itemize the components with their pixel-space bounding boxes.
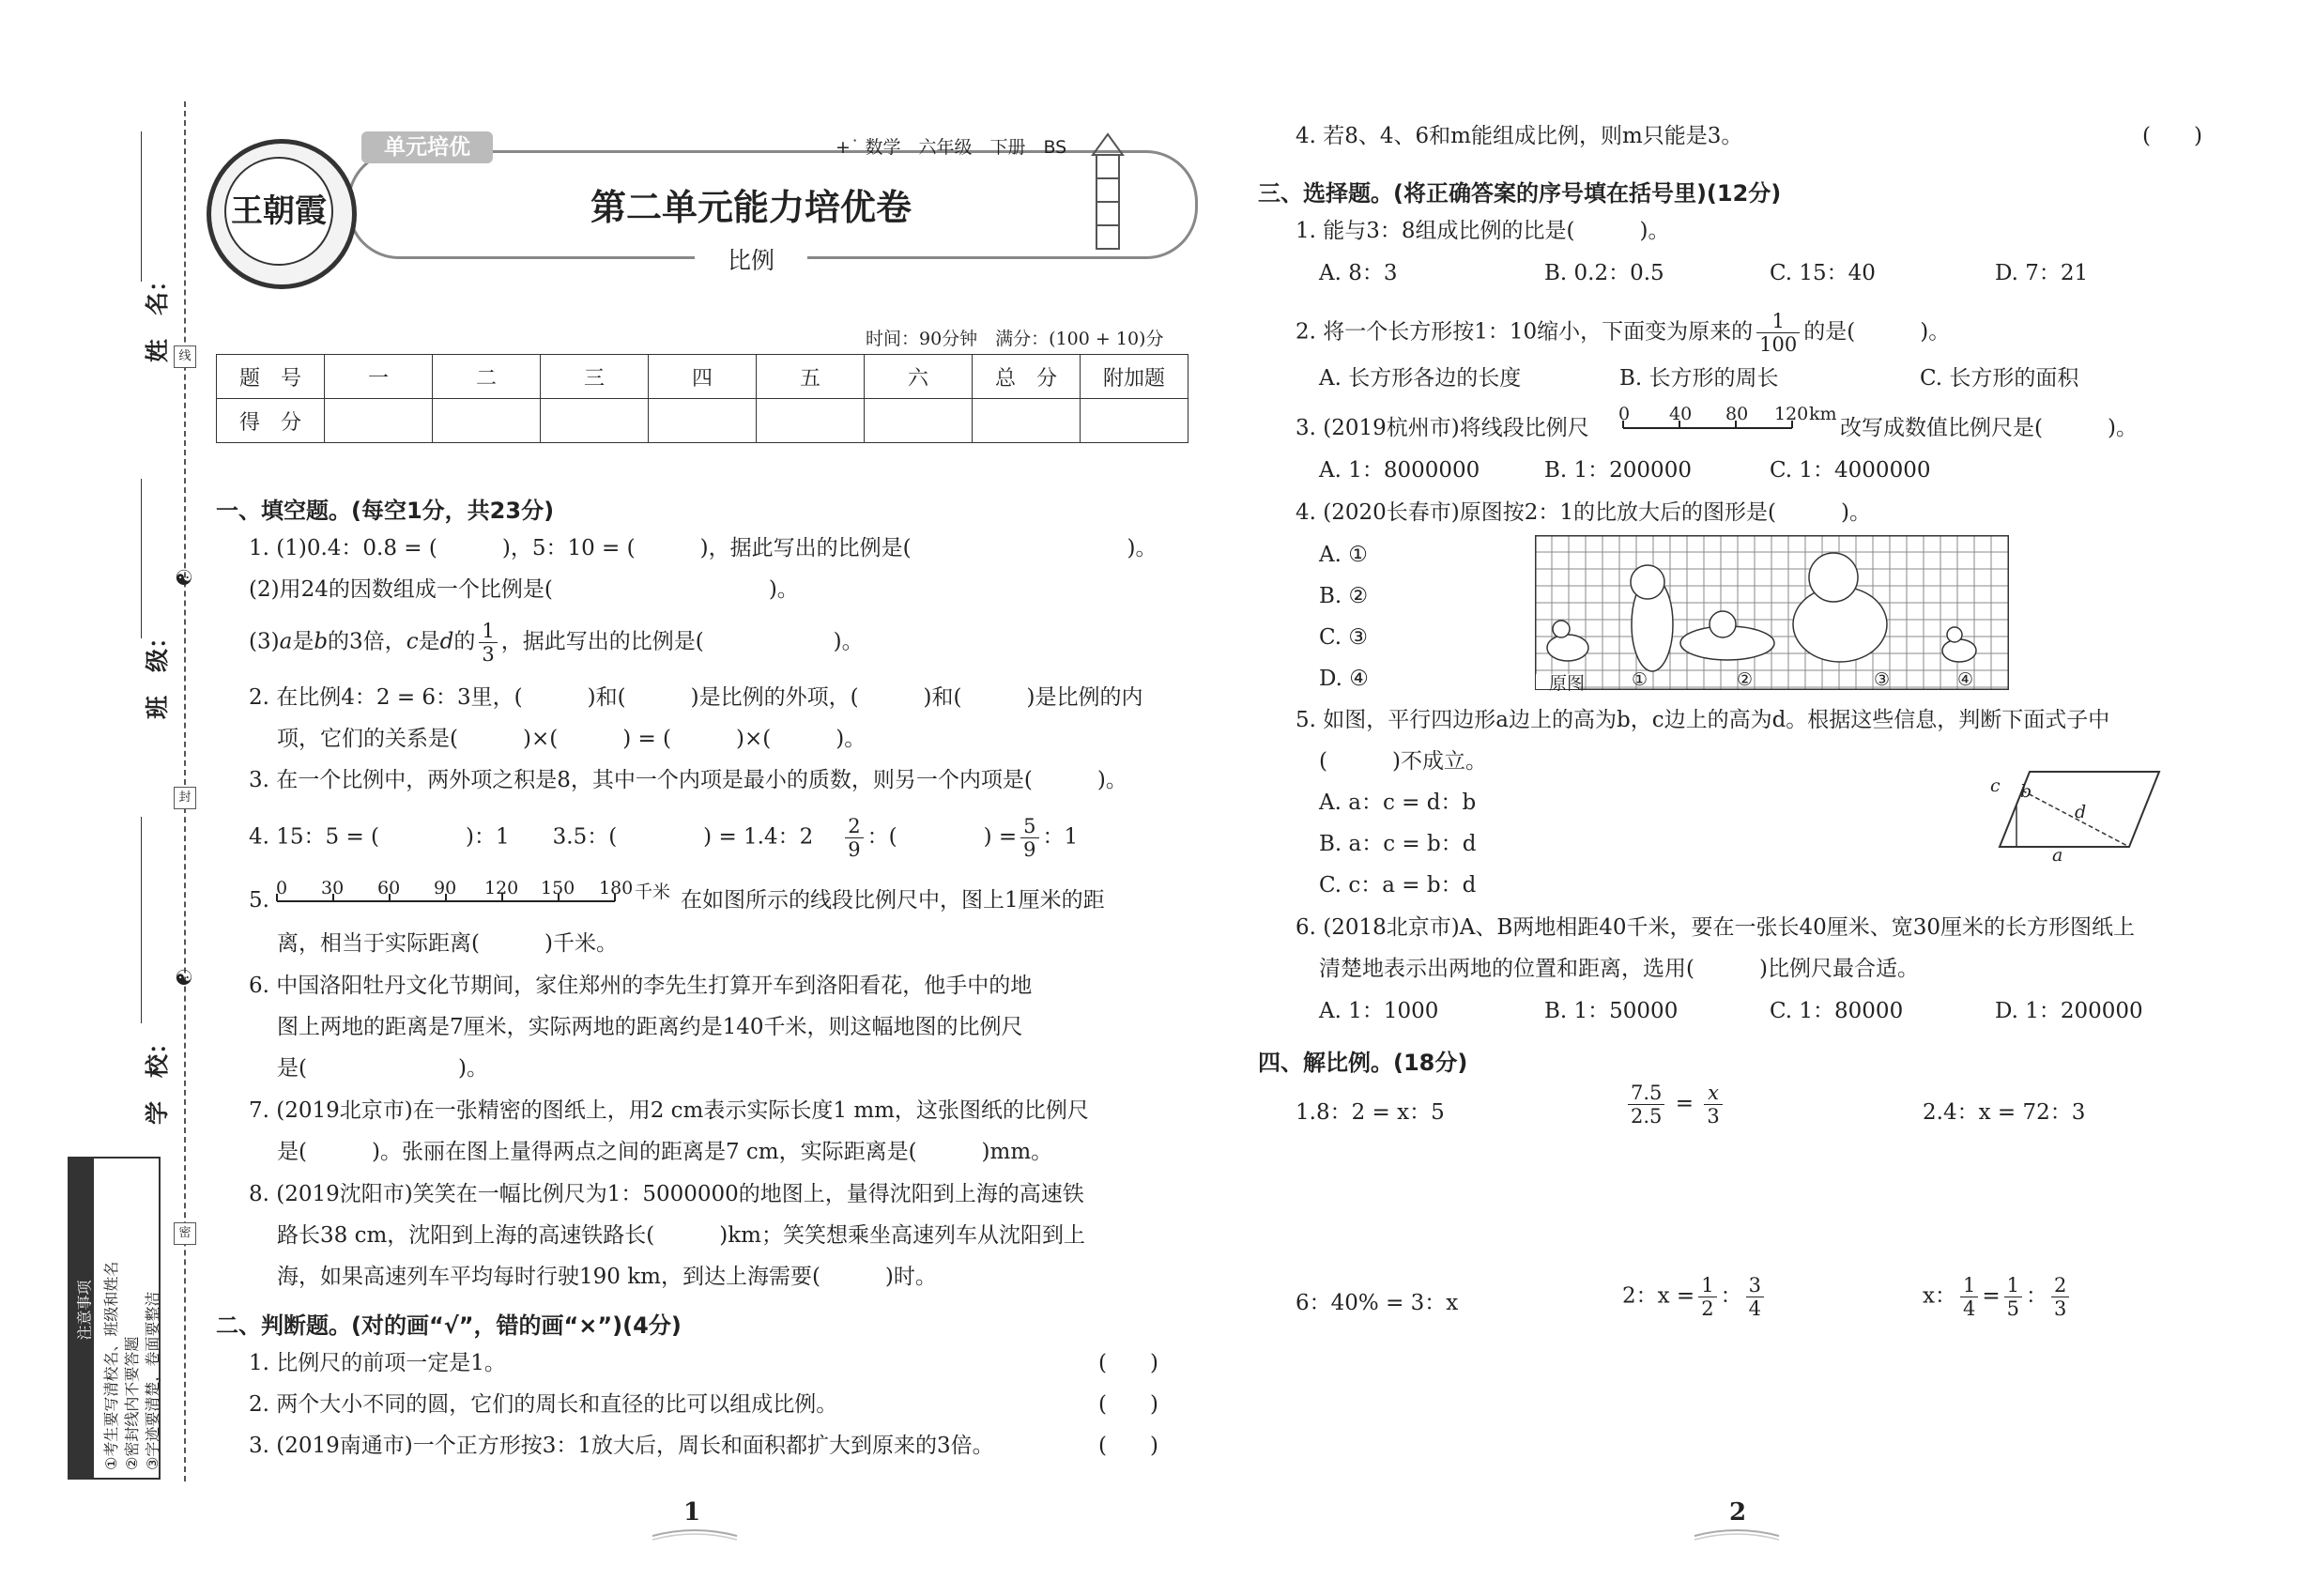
choice-option[interactable]: B. a：c = b：d [1319, 832, 1477, 856]
score-header: 五 [757, 355, 865, 399]
section-3-title: 三、选择题。(将正确答案的序号填在括号里)(12分) [1258, 180, 1782, 207]
question-1-2: (2)用24的因数组成一个比例是( )。 [249, 577, 799, 602]
choice-option[interactable]: C. 长方形的面积 [1920, 366, 2079, 391]
page-subtitle: 比例 [695, 242, 807, 276]
ring-icon: ☯ [175, 967, 193, 990]
choice-option[interactable]: D. 7：21 [1995, 261, 2089, 285]
choice-option[interactable]: A. 长方形各边的长度 [1319, 366, 1522, 391]
score-cell[interactable] [973, 399, 1081, 443]
score-cell[interactable] [1081, 399, 1188, 443]
scale-unit: 千米 [635, 882, 671, 902]
scale-tick-label: 60 [377, 878, 401, 898]
choice-option[interactable]: A. 1：8000000 [1319, 458, 1480, 483]
name-label: 姓 名： [144, 268, 172, 363]
eq5-prefix: 2：x = [1622, 1283, 1695, 1309]
fraction-2-3: $\frac{2}{3}$ [2051, 1274, 2069, 1320]
choice-option[interactable]: C. 15：40 [1770, 261, 1876, 285]
equation-5: 2：x = $\frac{1}{2}$ ： $\frac{3}{4}$ [1622, 1274, 1768, 1320]
section-4-title: 四、解比例。(18分) [1258, 1050, 1468, 1076]
duck-grid-figure [1535, 535, 2009, 690]
choice-option[interactable]: D. ④ [1319, 667, 1369, 691]
name-field-line[interactable] [141, 131, 142, 282]
equation-6: x： $\frac{1}{4}$ = $\frac{1}{5}$ ： $\frac{2}{3}$ [1923, 1274, 2073, 1320]
choice-option[interactable]: B. 1：50000 [1544, 999, 1679, 1023]
fraction-7-5-over-2-5: $\frac{7.5}{2.5}$ [1628, 1082, 1664, 1128]
class-field-line[interactable] [141, 479, 142, 638]
unit-tab: 单元培优 [361, 131, 493, 163]
question-6-line3: 是( )。 [277, 1056, 488, 1081]
answer-paren[interactable]: ( ) [1098, 1392, 1158, 1417]
scale-tick-label: 80 [1725, 404, 1749, 424]
judge-3: 3. (2019南通市)一个正方形按3：1放大后，周长和面积都扩大到原来的3倍。 [249, 1434, 994, 1458]
answer-paren[interactable]: ( ) [1098, 1434, 1158, 1458]
choice-3-text-a: 3. (2019杭州市)将线段比例尺 [1296, 416, 1589, 440]
section-2-title: 二、判断题。(对的画“√”，错的画“×”)(4分) [216, 1312, 682, 1339]
equation-3: 2.4：x = 72：3 [1923, 1100, 2086, 1125]
q1-3-text: 是 [418, 629, 440, 654]
q4-text: ：( ) = [866, 824, 1018, 850]
judge-4-text: 4. 若8、4、6和m能组成比例，则m只能是3。 [1296, 124, 1743, 148]
question-4 [249, 815, 1078, 861]
choice-6-line1: 6. (2018北京市)A、B两地相距40千米，要在一张长40厘米、宽30厘米的长方形图纸上 [1296, 915, 2136, 940]
choice-option[interactable]: B. 长方形的周长 [1619, 366, 1779, 391]
choice-option[interactable]: C. ③ [1319, 625, 1369, 650]
notice-rule: ②密封线内不要答题 [123, 1336, 141, 1470]
page-ornament [1690, 1528, 1784, 1543]
page-number: 1 [683, 1498, 701, 1527]
question-2-line1: 2. 在比例4：2 = 6：3里，( )和( )是比例的外项，( )和( )是比例的内 [249, 685, 1143, 710]
question-7-line2: 是( )。张丽在图上量得两点之间的距离是7 cm，实际距离是( )mm。 [277, 1140, 1053, 1164]
score-header: 六 [865, 355, 973, 399]
time-info: 时间：90分钟 满分：(100 + 10)分 [866, 329, 1164, 349]
question-7-line1: 7. (2019北京市)在一张精密的图纸上，用2 cm表示实际长度1 mm，这张图纸的比例尺 [249, 1098, 1089, 1123]
notice-box [68, 1157, 161, 1480]
fraction-3-4: $\frac{3}{4}$ [1746, 1274, 1764, 1320]
choice-5-line1: 5. 如图，平行四边形a边上的高为b，c边上的高为d。根据这些信息，判断下面式子中 [1296, 708, 2110, 732]
choice-option[interactable]: A. ① [1319, 543, 1368, 567]
score-cell[interactable] [433, 399, 541, 443]
question-5-line2: 离，相当于实际距离( )千米。 [277, 931, 618, 956]
page-title: 第二单元能力培优卷 [590, 187, 912, 228]
choice-option[interactable]: C. 1：4000000 [1770, 458, 1931, 483]
q4-text: 4. 15：5 = ( )：1 3.5：( ) = 1.4：2 [249, 824, 814, 850]
q1-3-prefix: (3) [249, 629, 280, 654]
grid-label: ① [1632, 669, 1648, 690]
school-label: 学 校： [144, 1030, 172, 1126]
school-field-line[interactable] [141, 817, 142, 1023]
score-header: 四 [649, 355, 757, 399]
fraction-one-hundredth: $\frac{1}{100}$ [1756, 310, 1800, 356]
choice-5-line2: ( )不成立。 [1319, 749, 1487, 774]
score-cell[interactable] [541, 399, 649, 443]
scale-tick-label: 120 [484, 878, 519, 898]
notice-rule: ③字迹要清楚，卷面要整洁 [144, 1291, 161, 1470]
choice-option[interactable]: B. 0.2：0.5 [1544, 261, 1664, 285]
score-header: 题 号 [217, 355, 325, 399]
q1-3-text: 的3倍， [328, 629, 406, 654]
notice-title: 注意事项 [75, 1280, 94, 1341]
choice-option[interactable]: A. 8：3 [1319, 261, 1398, 285]
answer-paren[interactable]: ( ) [2142, 124, 2202, 148]
notice-rule: ①考生要写清校名、班级和姓名 [102, 1261, 120, 1470]
choice-option[interactable]: B. 1：200000 [1544, 458, 1692, 483]
cut-mark-xian: 线 [174, 345, 196, 368]
question-6-line1: 6. 中国洛阳牡丹文化节期间，家住郑州的李先生打算开车到洛阳看花，他手中的地 [249, 974, 1033, 998]
question-1-3: (3)a是b的3倍，c是d的 $\frac{1}{3}$ ，据此写出的比例是( )。 [249, 620, 864, 666]
choice-option[interactable]: D. 1：200000 [1995, 999, 2143, 1023]
fraction-1-2: $\frac{1}{2}$ [1698, 1274, 1716, 1320]
cut-mark-feng: 封 [174, 787, 196, 809]
judge-1: 1. 比例尺的前项一定是1。 [249, 1351, 506, 1375]
scale-tick-label: 150 [541, 878, 575, 898]
choice-option[interactable]: A. a：c = d：b [1319, 790, 1477, 815]
fraction-two-ninths: $\frac{2}{9}$ [845, 815, 863, 861]
brand-logo [207, 139, 357, 289]
scale-tick-label: 0 [276, 878, 288, 898]
equation-1: 1.8：2 = x：5 [1296, 1100, 1445, 1125]
fraction-1-5: $\frac{1}{5}$ [2004, 1274, 2022, 1320]
page-number: 2 [1729, 1498, 1747, 1527]
choice-4: 4. (2020长春市)原图按2：1的比放大后的图形是( )。 [1296, 500, 1871, 525]
choice-2-text: 的是( )。 [1803, 319, 1951, 345]
eq6-prefix: x： [1923, 1283, 1956, 1309]
question-6-line2: 图上两地的距离是7厘米，实际两地的距离约是140千米，则这幅地图的比例尺 [277, 1015, 1023, 1039]
grid-label: ② [1737, 669, 1754, 690]
score-cell[interactable] [649, 399, 757, 443]
cut-mark-mi: 密 [174, 1222, 196, 1245]
choice-6-line2: 清楚地表示出两地的位置和距离，选用( )比例尺最合适。 [1319, 957, 1919, 981]
question-5-number: 5. [249, 888, 269, 913]
grid-label-original: 原图 [1549, 673, 1586, 694]
scale-tick-label: 30 [321, 878, 345, 898]
page-ornament [648, 1528, 742, 1543]
question-3: 3. 在一个比例中，两外项之积是8，其中一个内项是最小的质数，则另一个内项是( )。 [249, 768, 1127, 792]
lighthouse-icon [1080, 127, 1136, 258]
score-header: 一 [325, 355, 433, 399]
score-header: 三 [541, 355, 649, 399]
score-table [216, 354, 1188, 443]
judge-2: 2. 两个大小不同的圆，它们的周长和直径的比可以组成比例。 [249, 1392, 838, 1417]
parallelogram-figure [1971, 762, 2169, 866]
q1-3-text: 是 [292, 629, 314, 654]
q4-text: ：1 [1042, 824, 1079, 850]
fig-label: a [2052, 845, 2063, 866]
scale-tick-label: 180 [599, 878, 634, 898]
judge-4 [1296, 122, 1742, 150]
question-1-1: 1. (1)0.4：0.8 = ( )，5：10 = ( )，据此写出的比例是( )。 [249, 536, 1158, 560]
section-1-title: 一、填空题。(每空1分，共23分) [216, 498, 555, 524]
score-cell[interactable] [757, 399, 865, 443]
score-row-label: 得 分 [217, 399, 325, 443]
score-header: 附加题 [1081, 355, 1188, 399]
scale-tick-label: 0 [1618, 404, 1631, 424]
choice-3-text-b: 改写成数值比例尺是( )。 [1840, 416, 2138, 440]
class-label: 班 级： [144, 624, 172, 720]
scale-tick-label: 40 [1669, 404, 1693, 424]
equation-4: 6：40% = 3：x [1296, 1291, 1459, 1315]
choice-option[interactable]: B. ② [1319, 584, 1369, 608]
answer-paren[interactable]: ( ) [1098, 1351, 1158, 1375]
q1-3-text: ，据此写出的比例是( )。 [500, 629, 864, 654]
choice-option[interactable]: C. c：a = b：d [1319, 873, 1477, 898]
choice-option[interactable]: C. 1：80000 [1770, 999, 1904, 1023]
equation-2: $\frac{7.5}{2.5}$ = $\frac{x}{3}$ [1624, 1082, 1726, 1128]
question-8-line2: 路长38 cm，沈阳到上海的高速铁路长( )km；笑笑想乘坐高速列车从沈阳到上 [277, 1223, 1085, 1248]
score-header: 二 [433, 355, 541, 399]
choice-2-text: 2. 将一个长方形按1：10缩小，下面变为原来的 [1296, 319, 1754, 345]
ring-icon: ☯ [175, 567, 193, 591]
book-meta: +˙ 数学 六年级 下册 BS [836, 137, 1067, 158]
choice-1: 1. 能与3：8组成比例的比是( )。 [1296, 219, 1670, 243]
fraction-x-over-3: $\frac{x}{3}$ [1704, 1082, 1722, 1128]
fraction-five-ninths: $\frac{5}{9}$ [1020, 815, 1038, 861]
grid-label: ③ [1874, 669, 1891, 690]
scale-tick-label: 90 [434, 878, 457, 898]
question-8-line1: 8. (2019沈阳市)笑笑在一幅比例尺为1：5000000的地图上，量得沈阳到上海的高速铁 [249, 1182, 1084, 1206]
choice-option[interactable]: A. 1：1000 [1319, 999, 1439, 1023]
score-cell[interactable] [325, 399, 433, 443]
choice-2 [1296, 310, 1950, 356]
question-5-line1: 在如图所示的线段比例尺中，图上1厘米的距 [681, 888, 1105, 913]
fraction-1-4: $\frac{1}{4}$ [1960, 1274, 1978, 1320]
fig-label: d [2075, 802, 2087, 822]
fig-label: c [1990, 775, 2001, 796]
fig-label: b [2020, 781, 2032, 802]
question-8-line3: 海，如果高速列车平均每时行驶190 km，到达上海需要( )时。 [277, 1265, 937, 1289]
scale-unit: km [1809, 404, 1837, 424]
grid-label: ④ [1957, 669, 1974, 690]
fraction-one-third: $\frac{1}{3}$ [479, 620, 497, 666]
scale-tick-label: 120 [1774, 404, 1809, 424]
score-cell[interactable] [865, 399, 973, 443]
logo-text: 王朝霞 [224, 157, 333, 266]
question-2-line2: 项，它们的关系是( )×( ) = ( )×( )。 [277, 727, 866, 751]
score-header: 总 分 [973, 355, 1081, 399]
q1-3-text: 的 [453, 629, 476, 654]
